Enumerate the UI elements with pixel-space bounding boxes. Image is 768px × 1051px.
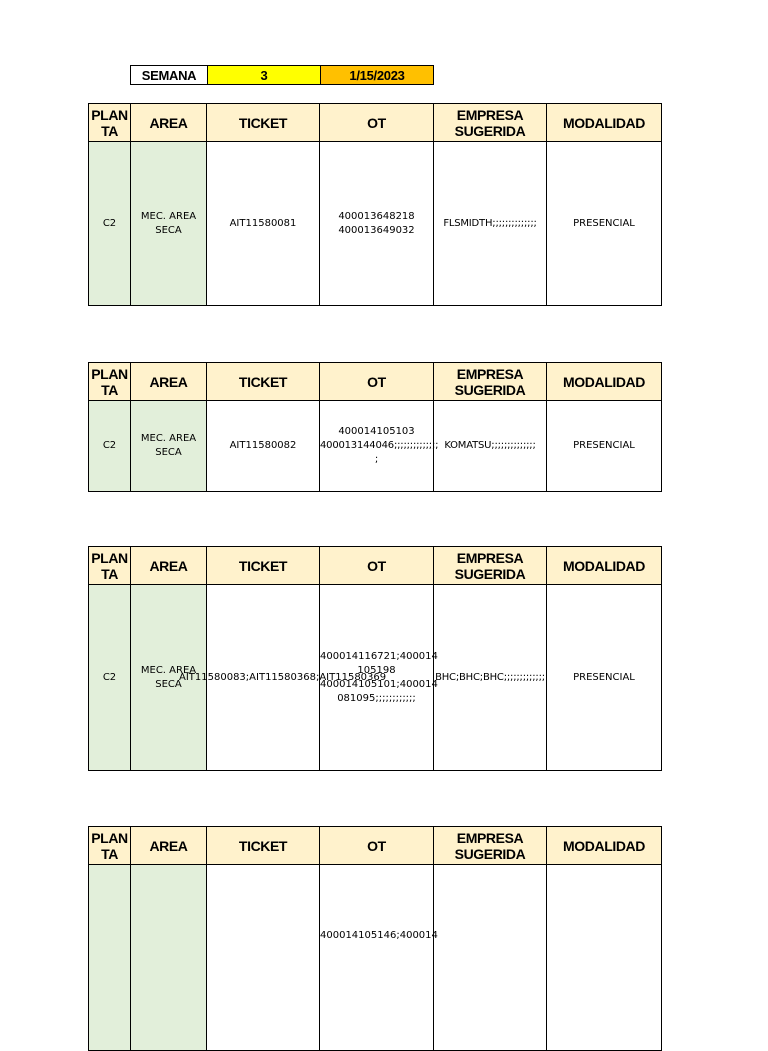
header-planta: PLAN TA: [89, 104, 131, 142]
header-modalidad: MODALIDAD: [547, 827, 662, 865]
planta-cell: C2: [89, 401, 131, 492]
area-cell: MEC. AREA SECA: [131, 142, 207, 306]
header-ticket: TICKET: [207, 363, 320, 401]
header-area: AREA: [131, 827, 207, 865]
header-ticket: TICKET: [207, 104, 320, 142]
header-area: AREA: [131, 547, 207, 585]
ot-line: ;: [374, 454, 379, 465]
ticket-block-4: [88, 826, 662, 1051]
week-date: 1/15/2023: [321, 66, 434, 85]
week-header: [130, 65, 434, 85]
ot-line: 400013648218: [338, 210, 415, 222]
planta-cell: C2: [89, 585, 131, 771]
area-cell: [131, 865, 207, 1051]
modalidad-cell: PRESENCIAL: [547, 585, 662, 771]
ticket-cell: AIT11580081: [207, 142, 320, 306]
header-area: AREA: [131, 363, 207, 401]
area-cell: MEC. AREA SECA: [131, 401, 207, 492]
modalidad-cell: PRESENCIAL: [547, 401, 662, 492]
empresa-cell: [434, 865, 547, 1051]
ot-cell: [320, 401, 439, 492]
header-empresa: EMPRESA SUGERIDA: [434, 104, 547, 142]
week-number: 3: [208, 66, 321, 85]
header-ot: OT: [320, 104, 434, 142]
header-ot: OT: [320, 827, 434, 865]
ticket-cell: AIT11580082: [207, 401, 320, 492]
header-modalidad: MODALIDAD: [547, 547, 662, 585]
header-ot: OT: [320, 547, 434, 585]
ot-line: 400014105103: [338, 426, 415, 437]
header-ticket: TICKET: [207, 827, 320, 865]
header-area: AREA: [131, 104, 207, 142]
header-empresa: EMPRESA SUGERIDA: [434, 827, 547, 865]
ticket-block-2: [88, 362, 662, 492]
area-cell: MEC. AREA SECA: [131, 585, 207, 771]
empresa-cell: BHC;BHC;BHC;;;;;;;;;;;;;: [434, 585, 547, 771]
ticket-block-1: [88, 103, 662, 306]
ot-line: 400014105101;400014: [320, 678, 438, 690]
week-label: SEMANA: [131, 66, 208, 85]
planta-cell: [89, 865, 131, 1051]
ticket-block-3: [88, 546, 662, 771]
empresa-cell: FLSMIDTH;;;;;;;;;;;;;;: [434, 142, 547, 306]
header-planta: PLAN TA: [89, 547, 131, 585]
ot-cell: [320, 865, 438, 1051]
header-planta: PLAN TA: [89, 363, 131, 401]
planta-cell: C2: [89, 142, 131, 306]
header-modalidad: MODALIDAD: [547, 104, 662, 142]
modalidad-cell: PRESENCIAL: [547, 142, 662, 306]
modalidad-cell: [547, 865, 662, 1051]
header-planta: PLAN TA: [89, 827, 131, 865]
ticket-text: AIT11580083;AIT11580368;AIT11580369: [179, 671, 387, 683]
ot-line: 400013144046;;;;;;;;;;;;;;: [320, 440, 439, 451]
empresa-cell: KOMATSU;;;;;;;;;;;;;;: [434, 401, 547, 492]
ot-line: 081095;;;;;;;;;;;;: [337, 692, 416, 704]
ot-line: 400013649032: [338, 224, 415, 236]
header-modalidad: MODALIDAD: [547, 363, 662, 401]
ot-line: 400014116721;400014: [320, 650, 438, 662]
ot-line: 105198: [357, 664, 396, 676]
header-empresa: EMPRESA SUGERIDA: [434, 363, 547, 401]
ticket-cell: [207, 865, 320, 1051]
header-empresa: EMPRESA SUGERIDA: [434, 547, 547, 585]
ot-line: 400014105146;400014: [320, 930, 438, 941]
header-ticket: TICKET: [207, 547, 320, 585]
ot-cell: [320, 142, 434, 306]
header-ot: OT: [320, 363, 434, 401]
